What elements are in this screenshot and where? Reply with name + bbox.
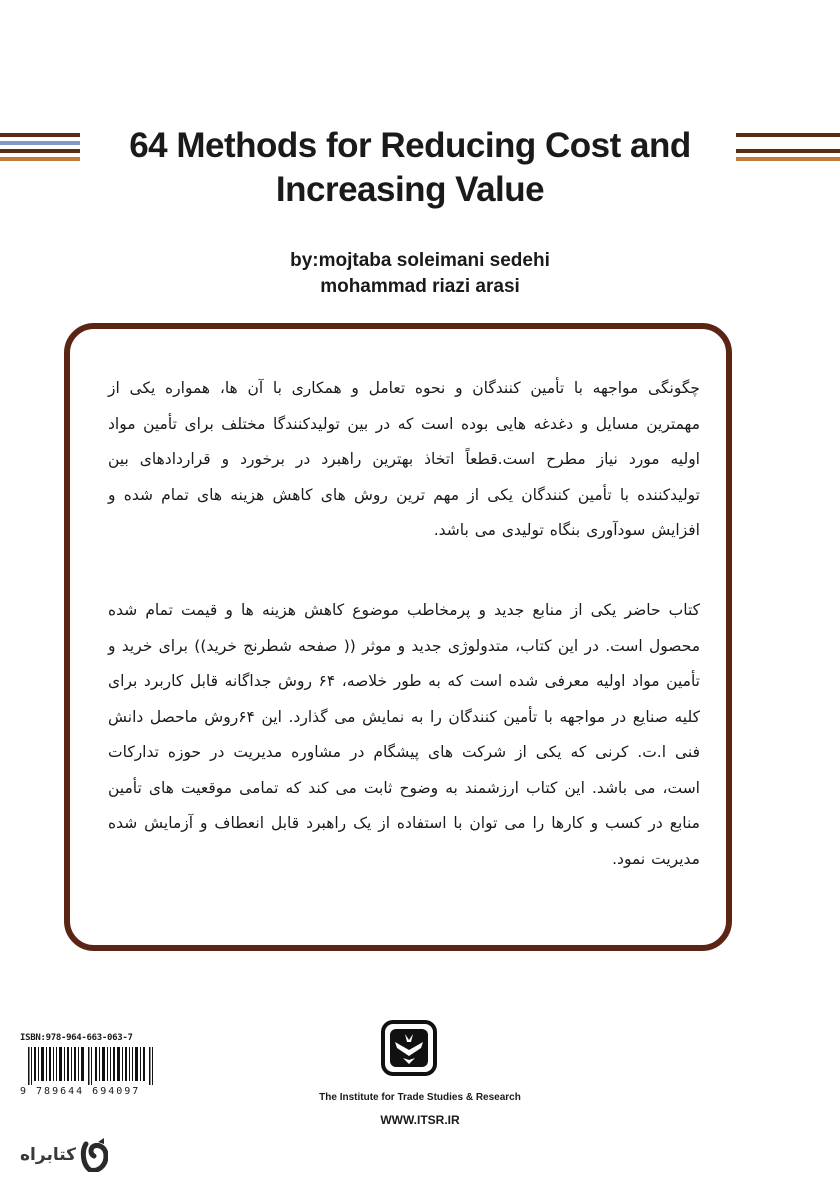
book-title-line1: 64 Methods for Reducing Cost and — [129, 126, 691, 165]
book-title-line2: Increasing Value — [275, 170, 545, 209]
stripe-dark — [0, 149, 80, 153]
description-paragraph-1: چگونگی مواجهه با تأمین کنندگان و نحوه تعامل و همکاری با آن ها، همواره یکی از مهمترین مسایل و دغدغه هایی بوده است که در بین تولیدکنندگا مختلف برای تأمین مواد اولیه مورد نیاز مطرح است.قطعاً اتخاذ بهترین راهبرد در برخورد و قراردادهای بین تولیدکننده با تأمین کنندگان یکی از مهم ترین روش های کاهش هزینه های تمام شده و افزایش سودآوری بنگاه تولیدی می باشد. — [108, 379, 700, 539]
stripe-light — [736, 157, 840, 161]
barcode-block — [20, 1033, 170, 1097]
right-decorative-stripes — [736, 133, 840, 161]
publisher-name: The Institute for Trade Studies & Research — [319, 1092, 521, 1103]
authors-line2: mohammad riazi arasi — [320, 276, 520, 297]
authors-line1: by:mojtaba soleimani sedehi — [290, 250, 550, 271]
book-title — [82, 124, 738, 212]
authors — [0, 248, 840, 300]
stripe-blue — [0, 141, 80, 145]
eagle-emblem-icon — [381, 1020, 437, 1076]
ketabrah-logo-icon — [80, 1138, 108, 1172]
stripe-light — [0, 157, 80, 161]
stripe-dark — [0, 133, 80, 137]
description-frame — [64, 323, 732, 951]
barcode-digits: 9 789644 694097 — [20, 1086, 141, 1097]
isbn-label: ISBN:978-964-663-063-7 — [20, 1033, 133, 1043]
barcode-icon — [20, 1047, 168, 1085]
description-paragraph-2: کتاب حاضر یکی از منابع جدید و پرمخاطب موضوع کاهش هزینه ها و قیمت تمام شده محصول است. در این کتاب، متدولوژی جدید و موثر (( صفحه شطرنج خرید)) برای خرید و تأمین مواد اولیه معرفی شده است که به طور خلاصه، ۶۴ روش جداگانه قابل کاربرد برای کلیه صنایع در مواجهه با تأمین کنندگان را به نمایش می گذارد. این ۶۴روش ماحصل دانش فنی ا.ت. کرنی که یکی از شرکت های پیشگام در مشاوره مدیریت در حوزه تدارکات است، می باشد. این کتاب ارزشمند به وضوح ثابت می کند که تمامی موقعیت های تأمین منابع در کسب و کارها را می توان با استفاده از یک راهبرد قابل انعطاف و آزمایش شده مدیریت نمود. — [108, 601, 700, 868]
stripe-dark — [736, 149, 840, 153]
publisher-website: WWW.ITSR.IR — [380, 1113, 460, 1127]
watermark-text: کتابراه — [20, 1145, 77, 1165]
stripe-dark — [736, 133, 840, 137]
watermark — [20, 1138, 108, 1172]
left-decorative-stripes — [0, 133, 80, 161]
